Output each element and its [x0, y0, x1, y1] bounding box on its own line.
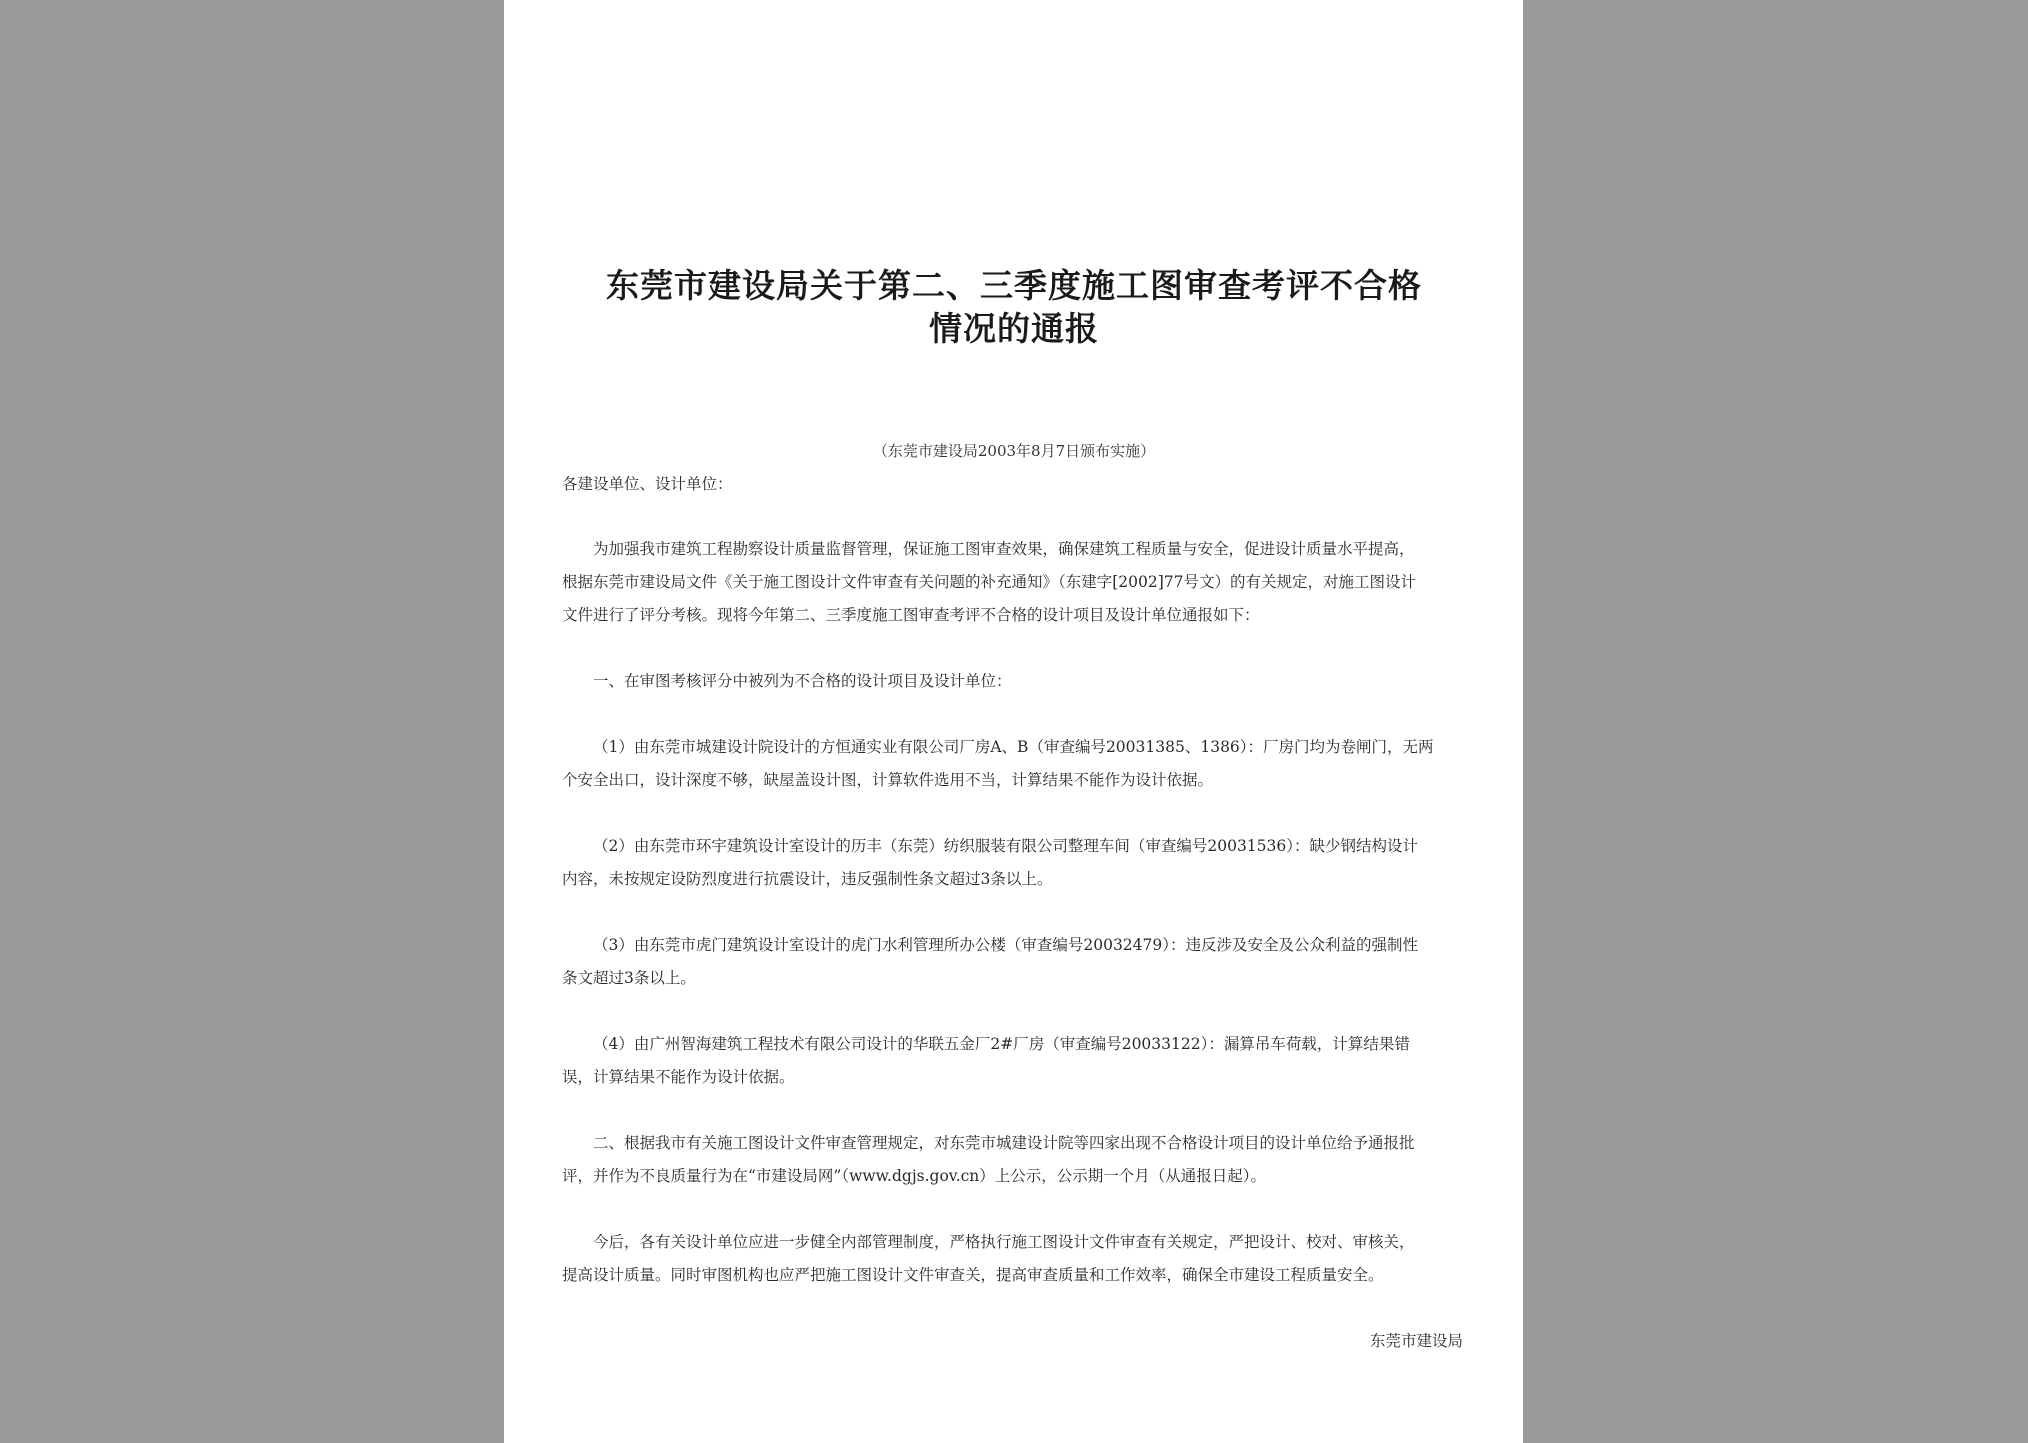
item-4-line: （4）由广州智海建筑工程技术有限公司设计的华联五金厂2#厂房（审查编号20033122）：漏算吊车荷载，计算结果错: [593, 1035, 1410, 1053]
item-3-line: 条文超过3条以上。: [562, 969, 696, 987]
section-2-line: 二、根据我市有关施工图设计文件审查管理规定，对东莞市城建设计院等四家出现不合格设计项目的设计单位给予通报批: [593, 1134, 1415, 1152]
section-1-heading: 一、在审图考核评分中被列为不合格的设计项目及设计单位：: [593, 672, 1012, 690]
item-2-line: 内容，未按规定设防烈度进行抗震设计，违反强制性条文超过3条以上。: [562, 870, 1053, 888]
issue-date-note: （东莞市建设局2003年8月7日颁布实施）: [872, 442, 1156, 460]
item-1-line: 个安全出口，设计深度不够，缺屋盖设计图，计算软件选用不当，计算结果不能作为设计依据。: [562, 771, 1214, 789]
item-3-line: （3）由东莞市虎门建筑设计室设计的虎门水利管理所办公楼（审查编号20032479）：违反涉及安全及公众利益的强制性: [593, 936, 1419, 954]
section-2-line: 评，并作为不良质量行为在“市建设局网”（www.dgjs.gov.cn）上公示，公示期一个月（从通报日起）。: [562, 1167, 1267, 1185]
intro-line: 根据东莞市建设局文件《关于施工图设计文件审查有关问题的补充通知》（东建字[2002]77号文）的有关规定，对施工图设计: [562, 573, 1417, 591]
document-title-line-1: 东莞市建设局关于第二、三季度施工图审查考评不合格: [606, 266, 1422, 305]
intro-line: 文件进行了评分考核。现将今年第二、三季度施工图审查考评不合格的设计项目及设计单位通报如下：: [562, 606, 1260, 624]
item-1-line: （1）由东莞市城建设计院设计的方恒通实业有限公司厂房A、B（审查编号20031385、1386）：厂房门均为卷闸门，无两: [593, 738, 1434, 756]
closing-line: 提高设计质量。同时审图机构也应严把施工图设计文件审查关，提高审查质量和工作效率，确保全市建设工程质量安全。: [562, 1266, 1384, 1284]
document-title-line-2: 情况的通报: [929, 309, 1099, 348]
item-4-line: 误，计算结果不能作为设计依据。: [562, 1068, 795, 1086]
signature: 东莞市建设局: [1369, 1332, 1463, 1350]
document-page: [504, 0, 1523, 1443]
item-2-line: （2）由东莞市环宇建筑设计室设计的历丰（东莞）纺织服装有限公司整理车间（审查编号20031536）：缺少钢结构设计: [593, 837, 1419, 855]
closing-line: 今后，各有关设计单位应进一步健全内部管理制度，严格执行施工图设计文件审查有关规定，严把设计、校对、审核关，: [593, 1233, 1415, 1251]
salutation: 各建设单位、设计单位：: [562, 475, 733, 493]
intro-line: 为加强我市建筑工程勘察设计质量监督管理，保证施工图审查效果，确保建筑工程质量与安全，促进设计质量水平提高，: [593, 540, 1415, 558]
